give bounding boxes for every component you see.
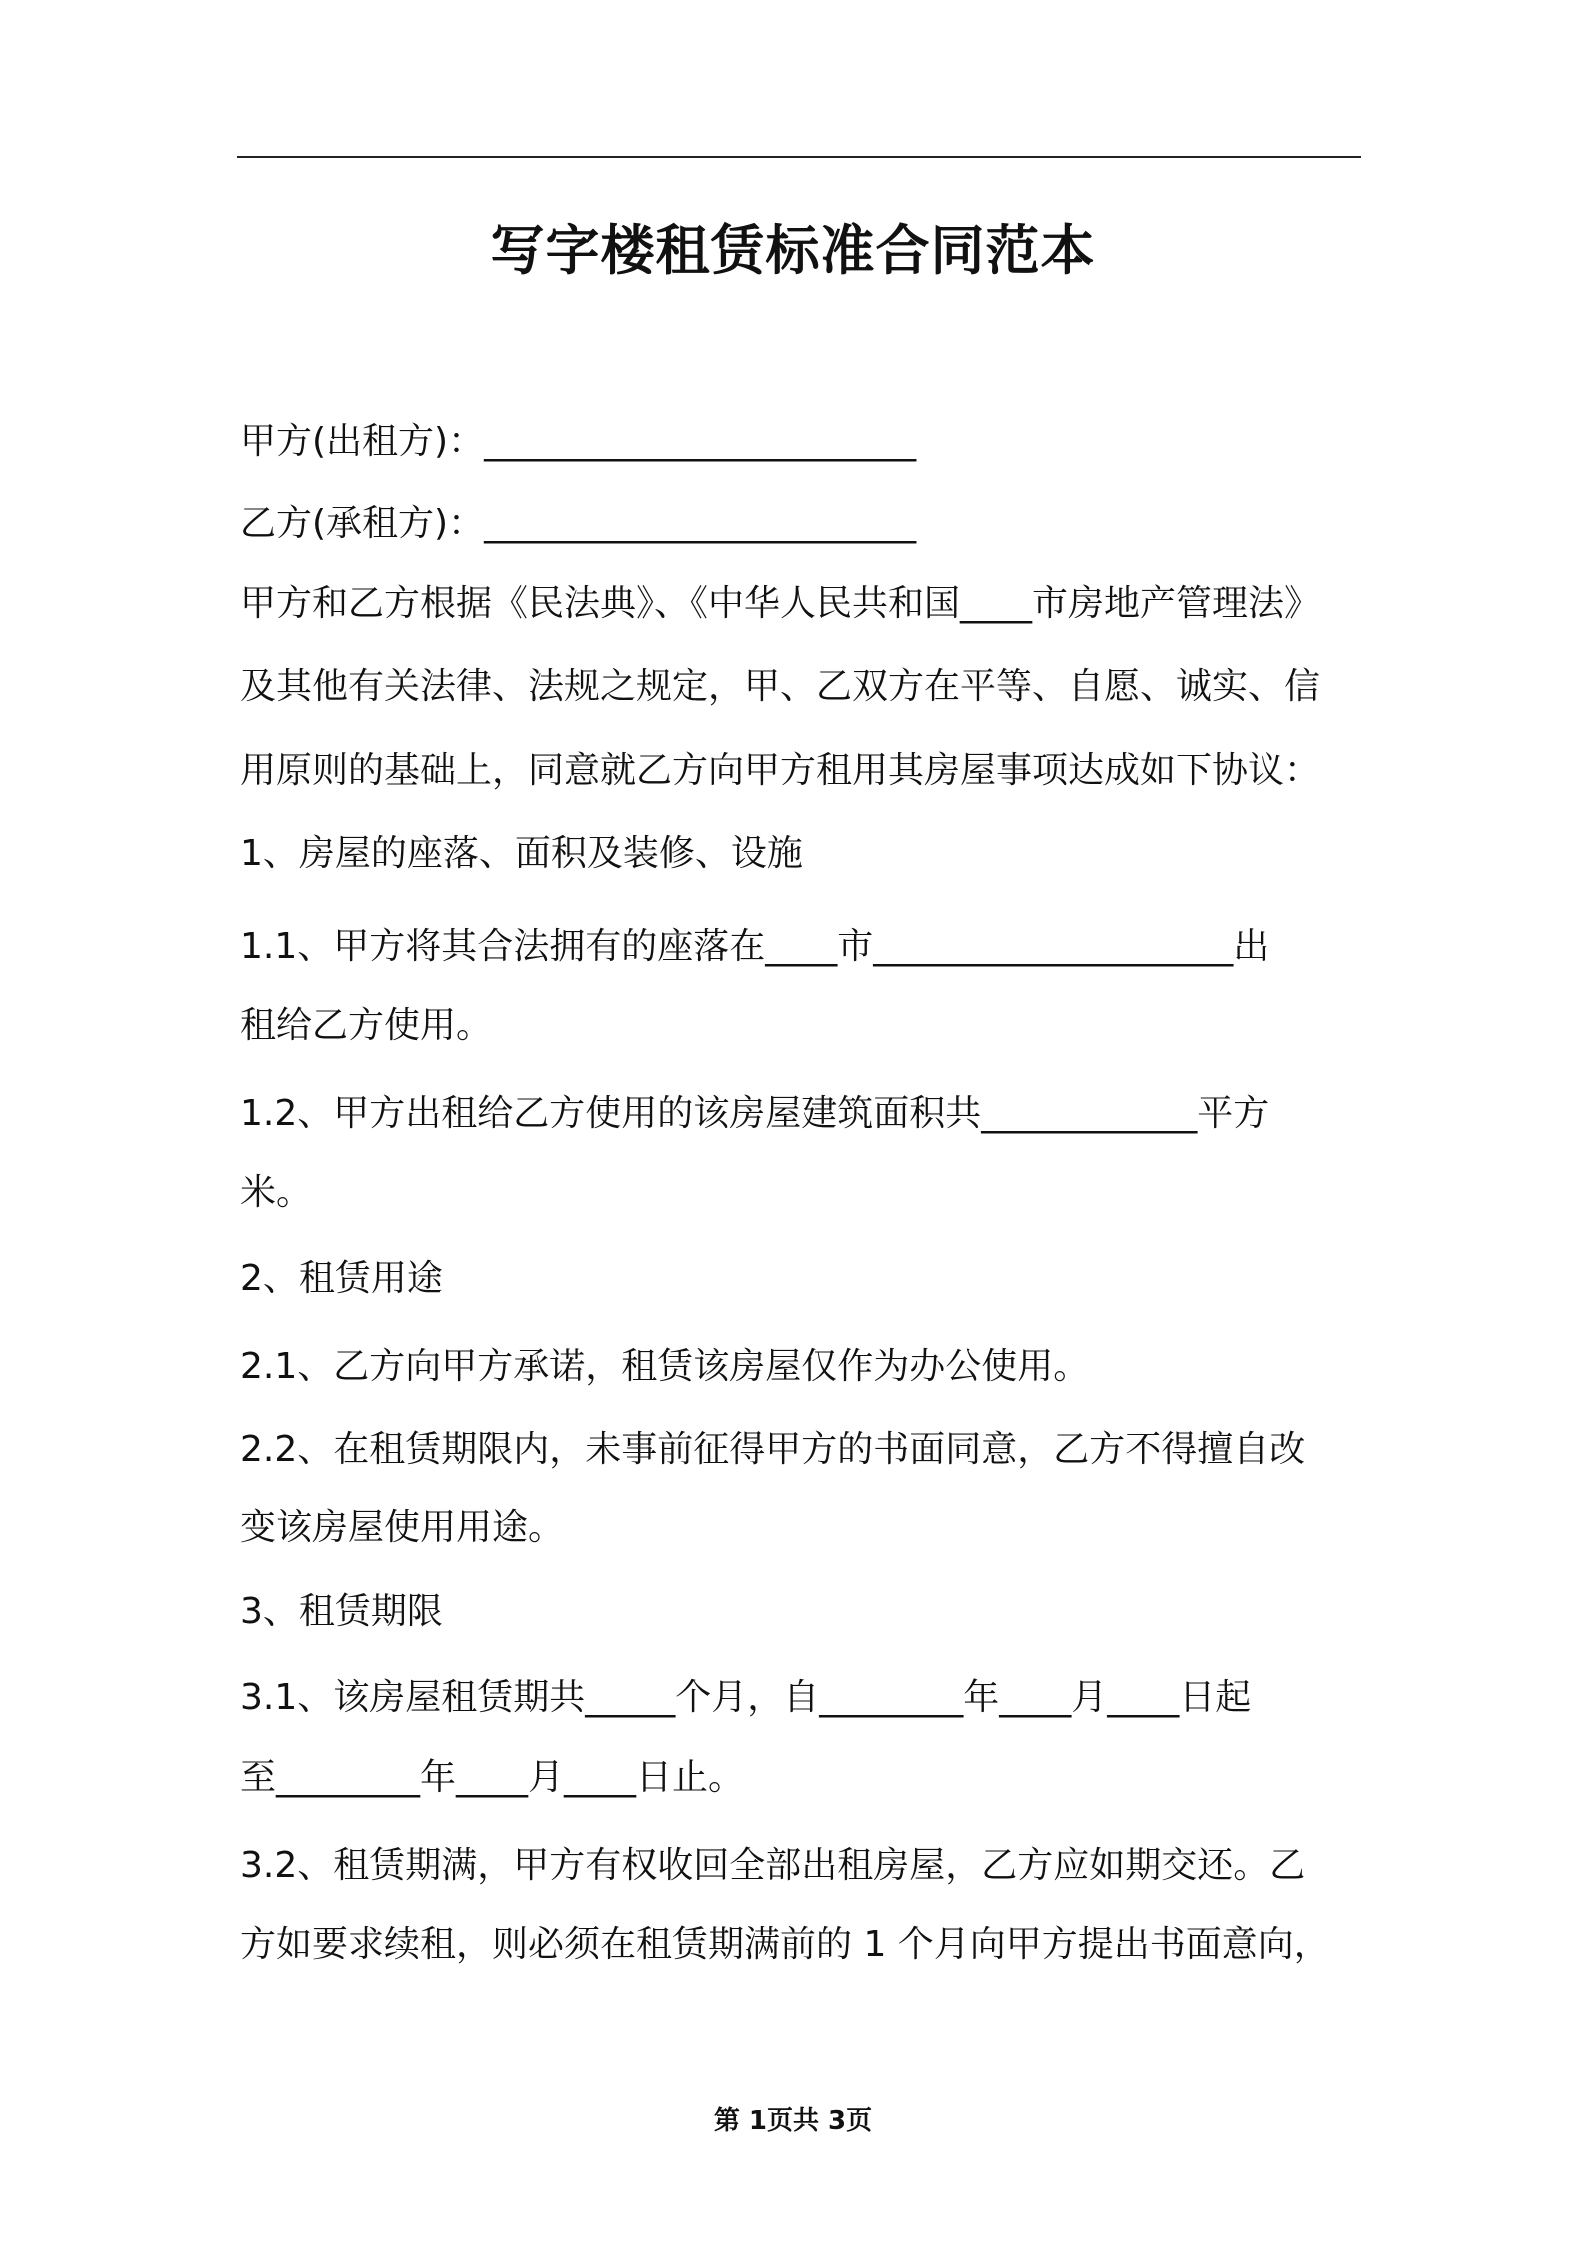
- document-title: 写字楼租赁标准合同范本: [490, 219, 1096, 282]
- clause-2-2-line-2: 变该房屋使用用途。: [240, 1507, 565, 1548]
- clause-1-1-line-2: 租给乙方使用。: [240, 1005, 493, 1046]
- clause-2-1: 2.1、乙方向甲方承诺，租赁该房屋仅作为办公使用。: [240, 1346, 1090, 1387]
- preamble-line-2: 及其他有关法律、法规之规定，甲、乙双方在平等、自愿、诚实、信: [240, 666, 1321, 707]
- clause-3-2-line-2: 方如要求续租，则必须在租赁期满前的 1 个月向甲方提出书面意向，: [240, 1924, 1330, 1965]
- preamble-line-1: 甲方和乙方根据《民法典》、《中华人民共和国____市房地产管理法》: [240, 583, 1321, 624]
- clause-3-2-line-1: 3.2、租赁期满，甲方有权收回全部出租房屋，乙方应如期交还。乙: [240, 1845, 1306, 1886]
- clause-1-2-line-1: 1.2、甲方出租给乙方使用的该房屋建筑面积共____________平方: [240, 1093, 1270, 1134]
- clause-3-1-line-1: 3.1、该房屋租赁期共_____个月，自________年____月____日起: [240, 1677, 1252, 1718]
- party-a-line: 甲方(出租方)：________________________: [240, 421, 917, 462]
- clause-2-2-line-1: 2.2、在租赁期限内，未事前征得甲方的书面同意，乙方不得擅自改: [240, 1429, 1306, 1470]
- top-rule: [237, 156, 1361, 158]
- section-1-heading: 1、房屋的座落、面积及装修、设施: [240, 833, 803, 874]
- preamble-line-3: 用原则的基础上，同意就乙方向甲方租用其房屋事项达成如下协议：: [240, 750, 1321, 791]
- party-b-line: 乙方(承租方)：________________________: [240, 503, 917, 544]
- page-footer: 第 1页共 3页: [713, 2106, 873, 2136]
- section-3-heading: 3、租赁期限: [240, 1591, 443, 1632]
- clause-1-1-line-1: 1.1、甲方将其合法拥有的座落在____市____________________出: [240, 926, 1270, 967]
- clause-1-2-line-2: 米。: [240, 1172, 313, 1213]
- clause-3-1-line-2: 至________年____月____日止。: [240, 1757, 745, 1798]
- section-2-heading: 2、租赁用途: [240, 1258, 443, 1299]
